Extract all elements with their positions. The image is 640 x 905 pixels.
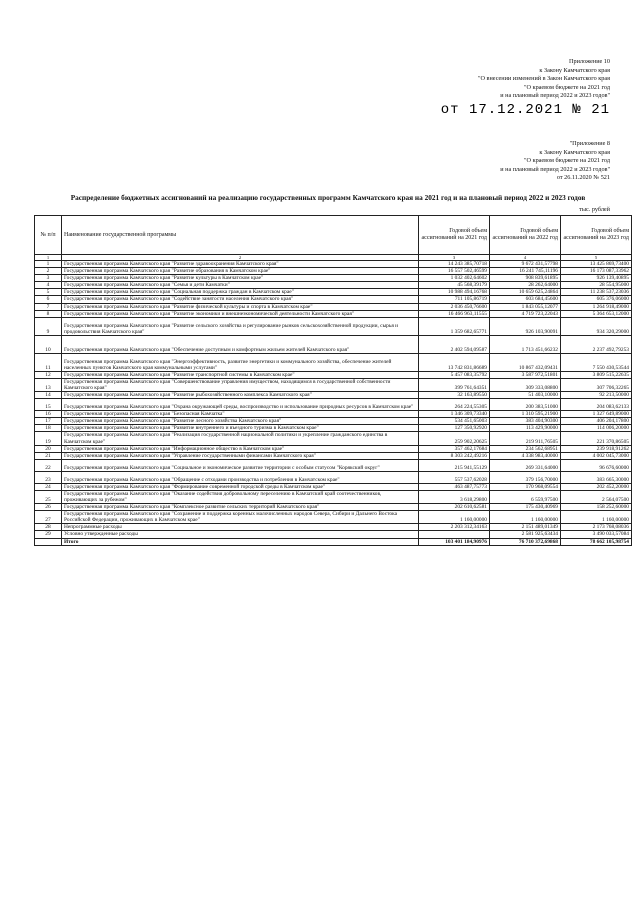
row-number: 9 bbox=[35, 317, 62, 335]
amount-2023: 5 364 653,12000 bbox=[561, 310, 632, 317]
table-row bbox=[35, 296, 632, 303]
table-row bbox=[35, 524, 632, 531]
row-number: 20 bbox=[35, 445, 62, 452]
program-name: Государственная программа Камчатского края "Формирование современной городской среды в Камчатском крае" bbox=[62, 483, 419, 490]
date-stamp: от 17.12.2021 № 21 bbox=[440, 101, 610, 118]
table-body bbox=[35, 255, 632, 546]
amount-2021: 357 462,17684 bbox=[419, 445, 490, 452]
table-row bbox=[35, 268, 632, 275]
row-number: 3 bbox=[35, 275, 62, 282]
amount-2022: 10 659 625,24864 bbox=[490, 289, 561, 296]
amount-2022: 379 156,70000 bbox=[490, 471, 561, 483]
row-number: 2 bbox=[35, 268, 62, 275]
header2-line: и на плановый период 2022 и 2023 годов" bbox=[500, 165, 610, 173]
table-row bbox=[35, 310, 632, 317]
amount-2023: 3 809 515,22635 bbox=[561, 371, 632, 378]
total-amount-2022: 76 710 372,69868 bbox=[490, 538, 561, 545]
amount-2023: 934 320,29000 bbox=[561, 317, 632, 335]
total-row-number bbox=[35, 538, 62, 545]
table-row bbox=[35, 490, 632, 503]
row-number: 11 bbox=[35, 353, 62, 371]
table-row bbox=[35, 432, 632, 445]
amount-2022: 309 333,08800 bbox=[490, 378, 561, 391]
table-row bbox=[35, 371, 632, 378]
amount-2021: 45 568,39179 bbox=[419, 282, 490, 289]
program-name: Государственная программа Камчатского края "Обеспечение доступным и комфортным жильем жителей Камчатского края" bbox=[62, 335, 419, 353]
program-name: Государственная программа Камчатского края "Развитие здравоохранения Камчатского края" bbox=[62, 261, 419, 268]
total-amount-2023: 78 662 105,98754 bbox=[561, 538, 632, 545]
table-row bbox=[35, 531, 632, 538]
amount-2021: 2 402 594,09587 bbox=[419, 335, 490, 353]
row-number: 19 bbox=[35, 432, 62, 445]
amount-2022: 28 262,64000 bbox=[490, 282, 561, 289]
header-line: к Закону Камчатского края bbox=[539, 66, 610, 74]
program-name: Государственная программа Камчатского края "Социальное и экономическое развитие территории с особым статусом "Корякский округ" bbox=[62, 459, 419, 471]
amount-2023: 1 327 649,89000 bbox=[561, 411, 632, 418]
amount-2023: 239 918,91262 bbox=[561, 445, 632, 452]
amount-2023: 605 376,06000 bbox=[561, 296, 632, 303]
table-row bbox=[35, 289, 632, 296]
row-number: 21 bbox=[35, 452, 62, 459]
table-row bbox=[35, 445, 632, 452]
amount-2023: 406 204,17800 bbox=[561, 418, 632, 425]
row-number: 6 bbox=[35, 296, 62, 303]
amount-2021: 202 610,62581 bbox=[419, 504, 490, 511]
table-row bbox=[35, 511, 632, 524]
program-name: Государственная программа Камчатского края "Реализация государственной национальной политики и укрепление гражданского единства в Камчатском крае" bbox=[62, 432, 419, 445]
amount-2023: 307 706,32265 bbox=[561, 378, 632, 391]
amount-2023: 202 452,20000 bbox=[561, 483, 632, 490]
amount-2023: 2 237 492,79253 bbox=[561, 335, 632, 353]
amount-2021: 3 618,29800 bbox=[419, 490, 490, 503]
table-row bbox=[35, 459, 632, 471]
amount-2023: 4 002 045,73000 bbox=[561, 452, 632, 459]
amount-2021 bbox=[419, 531, 490, 538]
header2-line: "Приложение 8 bbox=[569, 140, 610, 147]
table-row bbox=[35, 483, 632, 490]
row-number: 23 bbox=[35, 471, 62, 483]
program-name: Государственная программа Камчатского края "Развитие экономики и внешнеэкономической деятельности Камчатского края" bbox=[62, 310, 419, 317]
amount-2022: 269 331,64000 bbox=[490, 459, 561, 471]
amount-2021: 2 203 312,34163 bbox=[419, 524, 490, 531]
table-row bbox=[35, 275, 632, 282]
index-cell: 1 bbox=[35, 255, 62, 261]
amount-2022: 2 151 489,01349 bbox=[490, 524, 561, 531]
program-name: Государственная программа Камчатского края "Содействие занятости населения Камчатского края" bbox=[62, 296, 419, 303]
table-row bbox=[35, 418, 632, 425]
table-row bbox=[35, 504, 632, 511]
program-name: Государственная программа Камчатского края "Развитие лесного хозяйства Камчатского края" bbox=[62, 418, 419, 425]
amount-2021: 16 466 963,11555 bbox=[419, 310, 490, 317]
program-name: Государственная программа Камчатского края "Развитие физической культуры и спорта в Камчатском крае" bbox=[62, 303, 419, 310]
amount-2022: 3 587 972,51801 bbox=[490, 371, 561, 378]
amount-2021: 399 761,64351 bbox=[419, 378, 490, 391]
amount-2021: 8 303 242,49216 bbox=[419, 452, 490, 459]
amount-2023: 13 425 869,73400 bbox=[561, 261, 632, 268]
row-number: 4 bbox=[35, 282, 62, 289]
amount-2021: 16 557 502,46599 bbox=[419, 268, 490, 275]
appendix-header-previous bbox=[380, 140, 610, 183]
amount-2022: 16 241 745,11196 bbox=[490, 268, 561, 275]
program-name: Государственная программа Камчатского края "Безопасная Камчатка" bbox=[62, 411, 419, 418]
amount-2022: 1 310 595,21900 bbox=[490, 411, 561, 418]
row-number: 28 bbox=[35, 524, 62, 531]
amount-2021: 32 163,89550 bbox=[419, 392, 490, 399]
table-row bbox=[35, 378, 632, 391]
amount-2023: 2 173 768,08036 bbox=[561, 524, 632, 531]
program-name: Государственная программа Камчатского края "Социальная поддержка граждан в Камчатском крае" bbox=[62, 289, 419, 296]
amount-2023: 3 490 033,57084 bbox=[561, 531, 632, 538]
table-row bbox=[35, 353, 632, 371]
amount-2023: 2 564,07500 bbox=[561, 490, 632, 503]
program-name: Государственная программа Камчатского края "Информационное общество в Камчатском крае" bbox=[62, 445, 419, 452]
amount-2021: 1 160,00000 bbox=[419, 511, 490, 524]
amount-2023: 7 550 430,53544 bbox=[561, 353, 632, 371]
table-row bbox=[35, 317, 632, 335]
row-number: 10 bbox=[35, 335, 62, 353]
program-name: Государственная программа Камчатского края "Развитие рыбохозяйственного комплекса Камчатского края" bbox=[62, 392, 419, 399]
program-name: Государственная программа Камчатского края "Развитие внутреннего и въездного туризма в Камчатском крае" bbox=[62, 425, 419, 432]
amount-2021: 534 451,65003 bbox=[419, 418, 490, 425]
amount-2022: 1 843 055,12077 bbox=[490, 303, 561, 310]
amount-2021: 463 487,75773 bbox=[419, 483, 490, 490]
header-line: "О внесении изменений в Закон Камчатского края bbox=[478, 75, 610, 83]
program-name: Государственная программа Камчатского края "Энергоэффективность, развитие энергетики и коммунального хозяйства, обеспечение жителей населенных пунктов Камчатского края коммунальными услугами" bbox=[62, 353, 419, 371]
amount-2022: 1 160,00000 bbox=[490, 511, 561, 524]
header2-line: к Закону Камчатского края bbox=[539, 148, 610, 156]
row-number: 1 bbox=[35, 261, 62, 268]
column-header-2023: Годовой объем ассигнований на 2023 год bbox=[561, 216, 632, 255]
amount-2023: 114 006,20000 bbox=[561, 425, 632, 432]
row-number: 29 bbox=[35, 531, 62, 538]
amount-2023: 92 213,50000 bbox=[561, 392, 632, 399]
header2-line: "О краевом бюджете на 2021 год bbox=[524, 157, 610, 165]
table-row bbox=[35, 303, 632, 310]
amount-2023: 204 083,62133 bbox=[561, 399, 632, 411]
row-number: 15 bbox=[35, 399, 62, 411]
row-number: 27 bbox=[35, 511, 62, 524]
program-name: Государственная программа Камчатского края "Развитие культуры в Камчатском крае" bbox=[62, 275, 419, 282]
amount-2022: 113 429,90000 bbox=[490, 425, 561, 432]
column-header-name: Наименование государственной программы bbox=[62, 216, 419, 255]
amount-2021: 264 224,55305 bbox=[419, 399, 490, 411]
header-line: и на плановый период 2022 и 2023 годов" bbox=[500, 92, 610, 100]
amount-2023: 158 252,60000 bbox=[561, 504, 632, 511]
amount-2021: 10 988 494,16768 bbox=[419, 289, 490, 296]
row-number: 18 bbox=[35, 425, 62, 432]
index-cell: 2 bbox=[62, 255, 419, 261]
amount-2021: 127 350,92920 bbox=[419, 425, 490, 432]
amount-2021: 711 105,86719 bbox=[419, 296, 490, 303]
amount-2022: 175 430,40969 bbox=[490, 504, 561, 511]
program-name: Непрограммные расходы bbox=[62, 524, 419, 531]
amount-2021: 14 243 385,70718 bbox=[419, 261, 490, 268]
row-number: 22 bbox=[35, 459, 62, 471]
amount-2022: 1 713 451,66232 bbox=[490, 335, 561, 353]
table-row bbox=[35, 261, 632, 268]
table-row bbox=[35, 399, 632, 411]
amount-2021: 1 346 309,73340 bbox=[419, 411, 490, 418]
amount-2023: 383 665,30000 bbox=[561, 471, 632, 483]
amount-2023: 16 173 087,33962 bbox=[561, 268, 632, 275]
amount-2023: 1 264 918,49000 bbox=[561, 303, 632, 310]
total-row bbox=[35, 538, 632, 545]
table-row bbox=[35, 392, 632, 399]
amount-2023: 28 554,95000 bbox=[561, 282, 632, 289]
program-name: Государственная программа Камчатского края "Развитие образования в Камчатском крае" bbox=[62, 268, 419, 275]
amount-2021: 2 036 450,76600 bbox=[419, 303, 490, 310]
amount-2021: 259 902,20625 bbox=[419, 432, 490, 445]
amount-2021: 557 537,62028 bbox=[419, 471, 490, 483]
row-number: 12 bbox=[35, 371, 62, 378]
amount-2023: 926 139,40895 bbox=[561, 275, 632, 282]
index-cell: 4 bbox=[490, 255, 561, 261]
header2-line: от 26.11.2020 № 521 bbox=[556, 174, 610, 182]
amount-2021: 13 742 831,86689 bbox=[419, 353, 490, 371]
row-number: 7 bbox=[35, 303, 62, 310]
table-row bbox=[35, 335, 632, 353]
amount-2022: 2 581 925,63434 bbox=[490, 531, 561, 538]
document-title: Распределение бюджетных ассигнований на реализацию государственных программ Камчатского края на 2021 год и на плановый период 2022 и 2023 годов bbox=[70, 193, 586, 202]
program-name: Государственная программа Камчатского края "Развитие транспортной системы в Камчатском крае" bbox=[62, 371, 419, 378]
amount-2022: 170 968,09554 bbox=[490, 483, 561, 490]
amount-2022: 6 559,97500 bbox=[490, 490, 561, 503]
program-name: Государственная программа Камчатского края "Семья и дети Камчатки" bbox=[62, 282, 419, 289]
amount-2023: 1 160,00000 bbox=[561, 511, 632, 524]
amount-2021: 1 032 402,64602 bbox=[419, 275, 490, 282]
table-header-row bbox=[35, 216, 632, 255]
header-line: "О краевом бюджете на 2021 год bbox=[524, 83, 610, 91]
row-number: 14 bbox=[35, 392, 62, 399]
row-number: 8 bbox=[35, 310, 62, 317]
appendix-header bbox=[380, 58, 610, 122]
amount-2021: 215 941,55129 bbox=[419, 459, 490, 471]
program-name: Условно утвержденные расходы bbox=[62, 531, 419, 538]
program-name: Государственная программа Камчатского края "Сохранение и поддержка коренных малочисленных народов Севера, Сибири и Дальнего Востока Российской Федерации, проживающих в Камчатском крае" bbox=[62, 511, 419, 524]
index-cell: 5 bbox=[561, 255, 632, 261]
amount-2022: 51 403,10000 bbox=[490, 392, 561, 399]
program-name: Государственная программа Камчатского края "Управление государственными финансами Камчатского края" bbox=[62, 452, 419, 459]
amount-2022: 234 562,68951 bbox=[490, 445, 561, 452]
program-name: Государственная программа Камчатского края "Обращение с отходами производства и потребления в Камчатском крае" bbox=[62, 471, 419, 483]
amount-2022: 9 672 431,57798 bbox=[490, 261, 561, 268]
amount-2022: 10 867 432,09431 bbox=[490, 353, 561, 371]
table-row bbox=[35, 411, 632, 418]
program-name: Государственная программа Камчатского края "Оказание содействия добровольному переселению в Камчатский край соотечественников, проживающих за рубежом" bbox=[62, 490, 419, 503]
column-header-number: № п/п bbox=[35, 216, 62, 255]
amount-2022: 4 338 983,40000 bbox=[490, 452, 561, 459]
header-line: Приложение 10 bbox=[569, 58, 610, 65]
program-name: Государственная программа Камчатского края "Охрана окружающей среды, воспроизводство и использование природных ресурсов в Камчатском крае" bbox=[62, 399, 419, 411]
program-name: Государственная программа Камчатского края "Развитие сельского хозяйства и регулирование рынков сельскохозяйственной продукции, сырья и продовольствия Камчатского края" bbox=[62, 317, 419, 335]
row-number: 26 bbox=[35, 504, 62, 511]
amount-2023: 96 676,60000 bbox=[561, 459, 632, 471]
table-row bbox=[35, 452, 632, 459]
total-amount-2021: 103 401 184,90976 bbox=[419, 538, 490, 545]
amount-2022: 908 839,61895 bbox=[490, 275, 561, 282]
row-number: 17 bbox=[35, 418, 62, 425]
column-header-2021: Годовой объем ассигнований на 2021 год bbox=[419, 216, 490, 255]
column-header-2022: Годовой объем ассигнований на 2022 год bbox=[490, 216, 561, 255]
amount-2022: 4 719 723,22043 bbox=[490, 310, 561, 317]
row-number: 25 bbox=[35, 490, 62, 503]
row-number: 16 bbox=[35, 411, 62, 418]
index-cell: 3 bbox=[419, 255, 490, 261]
amount-2022: 603 684,45600 bbox=[490, 296, 561, 303]
amount-2022: 926 103,90091 bbox=[490, 317, 561, 335]
amount-2022: 200 383,51000 bbox=[490, 399, 561, 411]
units-label: тыс. рублей bbox=[579, 206, 610, 213]
amount-2021: 5 457 083,35792 bbox=[419, 371, 490, 378]
total-program-name: Итого bbox=[62, 538, 419, 545]
amount-2022: 383 404,90300 bbox=[490, 418, 561, 425]
row-number: 24 bbox=[35, 483, 62, 490]
amount-2023: 11 238 537,23036 bbox=[561, 289, 632, 296]
table-row bbox=[35, 471, 632, 483]
programs-table bbox=[34, 215, 632, 546]
row-number: 13 bbox=[35, 378, 62, 391]
table-row bbox=[35, 282, 632, 289]
table-row bbox=[35, 425, 632, 432]
amount-2021: 1 359 682,65771 bbox=[419, 317, 490, 335]
amount-2023: 221 370,86505 bbox=[561, 432, 632, 445]
row-number: 5 bbox=[35, 289, 62, 296]
amount-2022: 219 911,76505 bbox=[490, 432, 561, 445]
program-name: Государственная программа Камчатского края "Комплексное развитие сельских территорий Камчатского края" bbox=[62, 504, 419, 511]
program-name: Государственная программа Камчатского края "Совершенствование управления имуществом, находящимся в государственной собственности Камчатского края" bbox=[62, 378, 419, 391]
